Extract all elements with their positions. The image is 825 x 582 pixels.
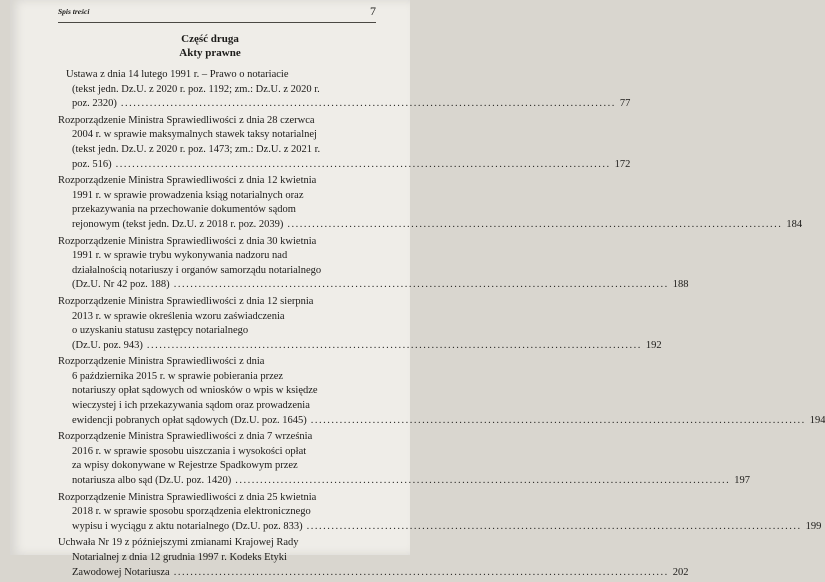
entry-continuation-line: przekazywania na przechowanie dokumentów sądom <box>72 204 296 216</box>
toc-entry <box>58 114 631 172</box>
entry-continuation-line: (tekst jedn. Dz.U. z 2020 r. poz. 1473; zm.: Dz.U. z 2021 r. <box>72 143 321 155</box>
entry-last-text: (Dz.U. poz. 943) <box>72 339 143 351</box>
entry-continuation-line: o uzyskaniu statusu zastępcy notarialnego <box>72 325 249 337</box>
entry-last-line <box>58 218 803 233</box>
running-title: Spis treści <box>58 7 90 16</box>
toc-entry <box>58 68 631 112</box>
dot-leader: ........................................................................................................................ <box>115 158 611 170</box>
entry-last-line <box>58 339 662 354</box>
toc-entry <box>58 536 689 580</box>
entry-page-number: 184 <box>786 218 803 230</box>
entry-title-line: Rozporządzenie Ministra Sprawiedliwości z dnia 25 kwietnia <box>58 491 317 503</box>
entry-title-line: Rozporządzenie Ministra Sprawiedliwości z dnia 12 sierpnia <box>58 295 314 307</box>
entry-continuation-line: 2018 r. w sprawie sposobu sporządzenia elektronicznego <box>72 506 311 518</box>
entry-title-line: Rozporządzenie Ministra Sprawiedliwości z dnia 12 kwietnia <box>58 175 317 187</box>
entry-last-text: poz. 2320) <box>72 98 117 110</box>
toc-entry <box>58 295 662 353</box>
dot-leader: ........................................................................................................................ <box>173 566 669 578</box>
entry-page-number: 202 <box>672 566 689 578</box>
entry-page-number: 172 <box>614 158 631 170</box>
page-header <box>58 4 376 23</box>
entry-last-text: (Dz.U. Nr 42 poz. 188) <box>72 279 170 291</box>
entry-continuation-line: działalnością notariuszy i organów samorządu notarialnego <box>72 264 322 276</box>
entry-page-number: 194 <box>809 414 825 426</box>
entry-last-text: notariusza albo sąd (Dz.U. poz. 1420) <box>72 475 232 487</box>
entry-last-line <box>58 474 750 489</box>
entry-continuation-line: 2013 r. w sprawie określenia wzoru zaświadczenia <box>72 310 285 322</box>
dot-leader: ........................................................................................................................ <box>235 475 731 487</box>
entry-page-number: 192 <box>645 339 662 351</box>
entry-continuation-line: za wpisy dokonywane w Rejestrze Spadkowym przez <box>72 460 298 472</box>
toc-entry <box>58 491 822 535</box>
table-of-contents <box>58 68 825 582</box>
entry-title-line: Rozporządzenie Ministra Sprawiedliwości z dnia 7 września <box>58 431 313 443</box>
entry-page-number: 197 <box>734 475 750 487</box>
entry-continuation-line: 2004 r. w sprawie maksymalnych stawek taksy notarialnej <box>72 129 317 141</box>
part-subtitle: Akty prawne <box>179 47 241 59</box>
toc-entry <box>58 174 803 232</box>
entry-page-number: 199 <box>805 520 822 532</box>
entry-page-number: 77 <box>619 98 631 110</box>
dot-leader: ........................................................................................................................ <box>146 339 642 351</box>
entry-title-line: Rozporządzenie Ministra Sprawiedliwości z dnia <box>58 356 265 368</box>
toc-entry <box>58 355 825 428</box>
entry-last-line <box>58 520 822 535</box>
entry-last-text: Zawodowej Notariusza <box>72 566 170 578</box>
entry-continuation-line: (tekst jedn. Dz.U. z 2020 r. poz. 1192; zm.: Dz.U. z 2020 r. <box>72 83 320 95</box>
entry-last-line <box>58 414 825 429</box>
entry-last-text: ewidencji pobranych opłat sądowych (Dz.U. poz. 1645) <box>72 414 307 426</box>
dot-leader: ........................................................................................................................ <box>120 98 616 110</box>
entry-continuation-line: 1991 r. w sprawie trybu wykonywania nadzoru nad <box>72 250 288 262</box>
entry-continuation-line: 6 października 2015 r. w sprawie pobierania przez <box>72 370 284 382</box>
entry-last-line <box>58 158 631 173</box>
entry-continuation-line: notariuszy opłat sądowych od wniosków o wpis w księdze <box>72 385 318 397</box>
entry-last-line <box>58 278 689 293</box>
entry-last-text: poz. 516) <box>72 158 112 170</box>
dot-leader: ........................................................................................................................ <box>310 414 806 426</box>
entry-continuation-line: Notarialnej z dnia 12 grudnia 1997 r. Kodeks Etyki <box>72 552 287 563</box>
entry-last-line <box>58 97 631 112</box>
entry-last-line <box>58 566 689 581</box>
entry-title-line: Rozporządzenie Ministra Sprawiedliwości z dnia 30 kwietnia <box>58 235 317 247</box>
dot-leader: ........................................................................................................................ <box>287 218 783 230</box>
entry-title-line: Ustawa z dnia 14 lutego 1991 r. – Prawo o notariacie <box>66 69 289 80</box>
entry-page-number: 188 <box>672 279 689 291</box>
part-title: Część druga <box>181 33 239 45</box>
dot-leader: ........................................................................................................................ <box>173 279 669 291</box>
book-page <box>10 0 825 578</box>
entry-continuation-line: 1991 r. w sprawie prowadzenia ksiąg notarialnych oraz <box>72 189 304 201</box>
entry-last-text: rejonowym (tekst jedn. Dz.U. z 2018 r. poz. 2039) <box>72 218 284 230</box>
toc-entry <box>58 430 750 488</box>
entry-title-line: Rozporządzenie Ministra Sprawiedliwości z dnia 28 czerwca <box>58 114 315 126</box>
entry-continuation-line: 2016 r. w sprawie sposobu uiszczania i wysokości opłat <box>72 445 307 457</box>
page-number: 7 <box>370 4 376 18</box>
entry-title-line: Uchwała Nr 19 z późniejszymi zmianami Krajowej Rady <box>58 537 299 549</box>
toc-entry <box>58 235 689 293</box>
entry-continuation-line: wieczystej i ich przekazywania sądom oraz prowadzenia <box>72 400 310 412</box>
dot-leader: ........................................................................................................................ <box>306 520 802 532</box>
entry-last-text: wypisu i wyciągu z aktu notarialnego (Dz.U. poz. 833) <box>72 520 303 532</box>
